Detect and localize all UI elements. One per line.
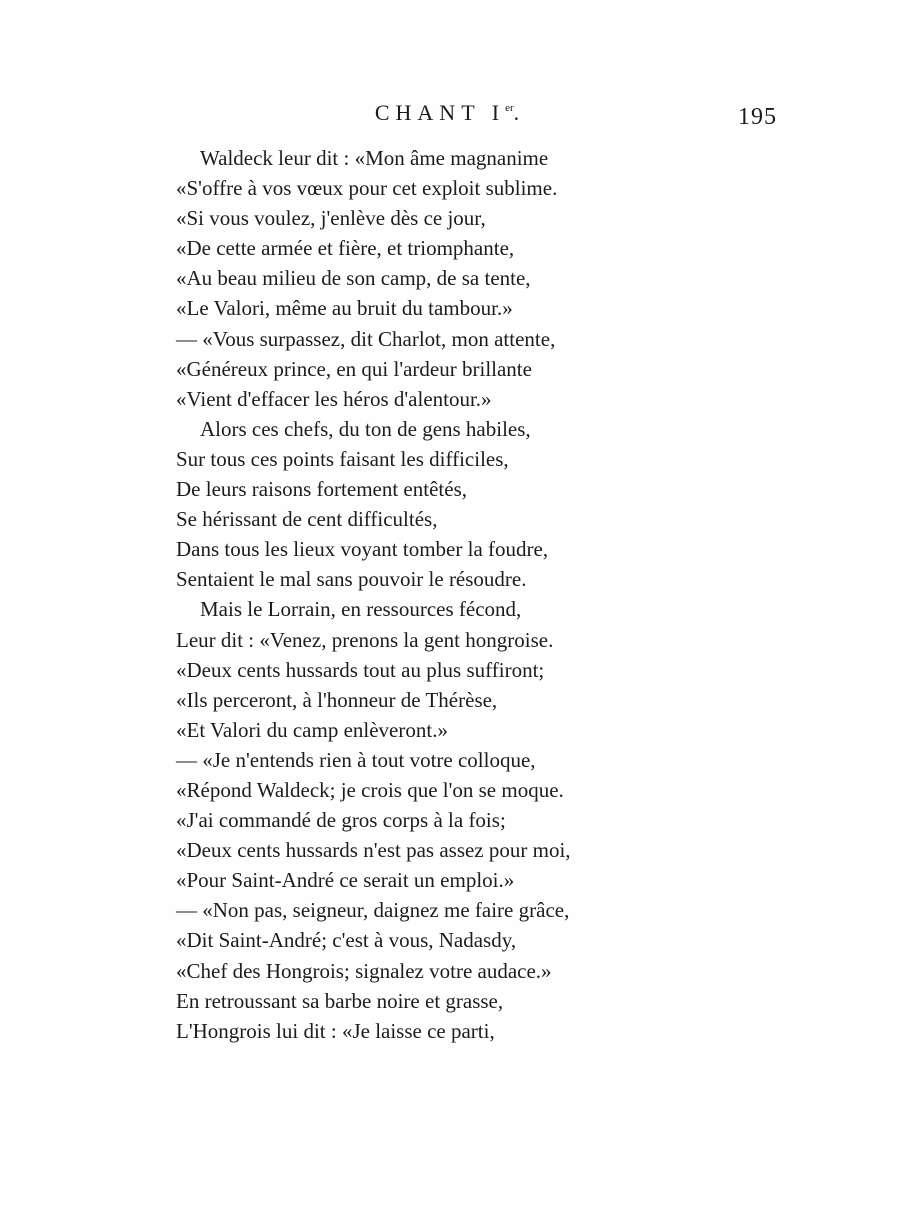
poem-line: «Généreux prince, en qui l'ardeur brillante	[176, 356, 532, 381]
poem-line: Sentaient le mal sans pouvoir le résoudre.	[176, 567, 527, 592]
poem-line: «Le Valori, même au bruit du tambour.»	[176, 296, 513, 321]
poem-line: «Répond Waldeck; je crois que l'on se moque.	[176, 777, 564, 802]
poem-line: — «Je n'entends rien à tout votre colloque,	[176, 747, 536, 772]
poem-line: «Deux cents hussards n'est pas assez pour moi,	[176, 838, 571, 863]
poem-line: «Ils perceront, à l'honneur de Thérèse,	[176, 687, 498, 712]
chant-ordinal-suffix: er	[505, 102, 514, 114]
poem-line: «Vient d'effacer les héros d'alentour.»	[176, 386, 492, 411]
poem-line: «De cette armée et fière, et triomphante,	[176, 236, 515, 261]
poem-line: «Dit Saint-André; c'est à vous, Nadasdy,	[176, 928, 517, 953]
poem-line: Leur dit : «Venez, prenons la gent hongroise.	[176, 627, 554, 652]
poem-line: «S'offre à vos vœux pour cet exploit sublime.	[176, 176, 558, 201]
poem-line: L'Hongrois lui dit : «Je laisse ce parti,	[176, 1018, 495, 1043]
poem-line: — «Vous surpassez, dit Charlot, mon attente,	[176, 326, 556, 351]
poem-line: Se hérissant de cent difficultés,	[176, 507, 438, 532]
page-number: 195	[738, 104, 777, 130]
chant-period: .	[513, 100, 526, 125]
poem-line: «Et Valori du camp enlèveront.»	[176, 717, 448, 742]
poem-line: «Pour Saint-André ce serait un emploi.»	[176, 868, 515, 893]
poem-line: Waldeck leur dit : «Mon âme magnanime	[200, 146, 549, 170]
poem-line: «Deux cents hussards tout au plus suffiront;	[176, 657, 545, 682]
poem-line: Mais le Lorrain, en ressources fécond,	[200, 597, 522, 622]
poem-line: — «Non pas, seigneur, daignez me faire grâce,	[176, 898, 570, 923]
poem-text	[176, 143, 736, 1046]
poem-line: Dans tous les lieux voyant tomber la foudre,	[176, 537, 549, 562]
poem-line: «Chef des Hongrois; signalez votre audace.»	[176, 958, 552, 983]
poem-line: «Au beau milieu de son camp, de sa tente,	[176, 266, 531, 291]
poem-line: «Si vous voulez, j'enlève dès ce jour,	[176, 206, 486, 231]
poem-line: «J'ai commandé de gros corps à la fois;	[176, 808, 506, 833]
poem-line: En retroussant sa barbe noire et grasse,	[176, 988, 504, 1013]
poem-line: De leurs raisons fortement entêtés,	[176, 477, 467, 502]
poem-line: Sur tous ces points faisant les difficiles,	[176, 446, 509, 471]
chant-label: CHANT I	[374, 100, 506, 125]
poem-line: Alors ces chefs, du ton de gens habiles,	[200, 416, 531, 441]
